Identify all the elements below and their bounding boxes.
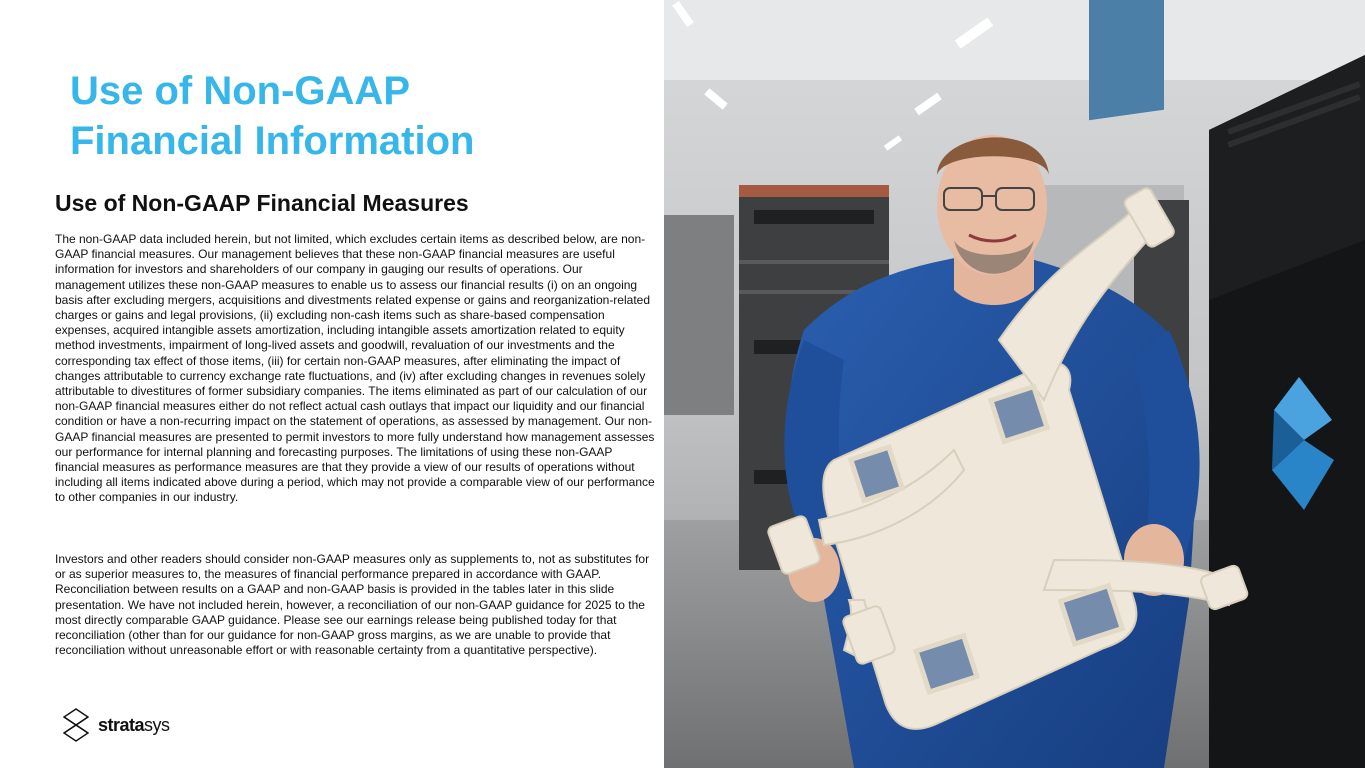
photo-man-holding-3d-printed-part bbox=[664, 0, 1365, 768]
logo-wordmark-light: sys bbox=[144, 714, 170, 735]
title-line-1: Use of Non-GAAP bbox=[70, 69, 410, 113]
title-line-2: Financial Information bbox=[70, 119, 475, 163]
paragraph-non-gaap-definition: The non-GAAP data included herein, but not limited, which excludes certain items as described below, are non-GAAP financial measures. Our management believes that these non-GAAP financial measures are useful information for investors and shareholders of our company in gauging our results of operations. Our management utilizes these non-GAAP measures to enable us to assess our financial results (i) on an ongoing basis after excluding mergers, acquisitions and divestments related expense or gains and reorganization-related charges or gains and legal provisions, (ii) excluding non-cash items such as share-based compensation expenses, acquired intangible assets amortization, including intangible assets amortization related to equity method investments, impairment of long-lived assets and goodwill, revaluation of our investments and the corresponding tax effect of those items, (iii) for certain non-GAAP measures, after eliminating the impact of changes attributable to currency exchange rate fluctuations, and (iv) after excluding changes in revenues solely attributable to divestitures of former subsidiary companies. The items eliminated as part of our calculation of our non-GAAP financial measures either do not reflect actual cash outlays that impact our liquidity and our financial condition or have a non-recurring impact on the statement of operations, as assessed by management. Our non-GAAP financial measures are presented to permit investors to more fully understand how management assesses our performance for internal planning and forecasting purposes. The limitations of using these non-GAAP financial measures as performance measures are that they provide a view of our results of operations without including all items indicated above during a period, which may not provide a comparable view of our performance to other companies in our industry. bbox=[55, 232, 655, 505]
text-panel bbox=[0, 0, 664, 768]
stratasys-logo bbox=[62, 708, 170, 742]
logo-wordmark bbox=[98, 715, 170, 736]
page-title bbox=[70, 66, 474, 166]
section-heading: Use of Non-GAAP Financial Measures bbox=[55, 190, 469, 216]
logo-wordmark-bold: strata bbox=[98, 714, 145, 735]
paragraph-investor-note: Investors and other readers should consider non-GAAP measures only as supplements to, not as substitutes for or as superior measures to, the measures of financial performance prepared in accordance with GAAP. Reconciliation between results on a GAAP and non-GAAP basis is provided in the tables later in this slide presentation. We have not included herein, however, a reconciliation of our non-GAAP guidance for 2025 to the most directly comparable GAAP guidance. Please see our earnings release being published today for that reconciliation (other than for our guidance for non-GAAP gross margins, as we are unable to provide that reconciliation without unreasonable effort or with reasonable certainty from a quantitative perspective). bbox=[55, 552, 650, 658]
stratasys-logo-icon bbox=[62, 708, 90, 742]
